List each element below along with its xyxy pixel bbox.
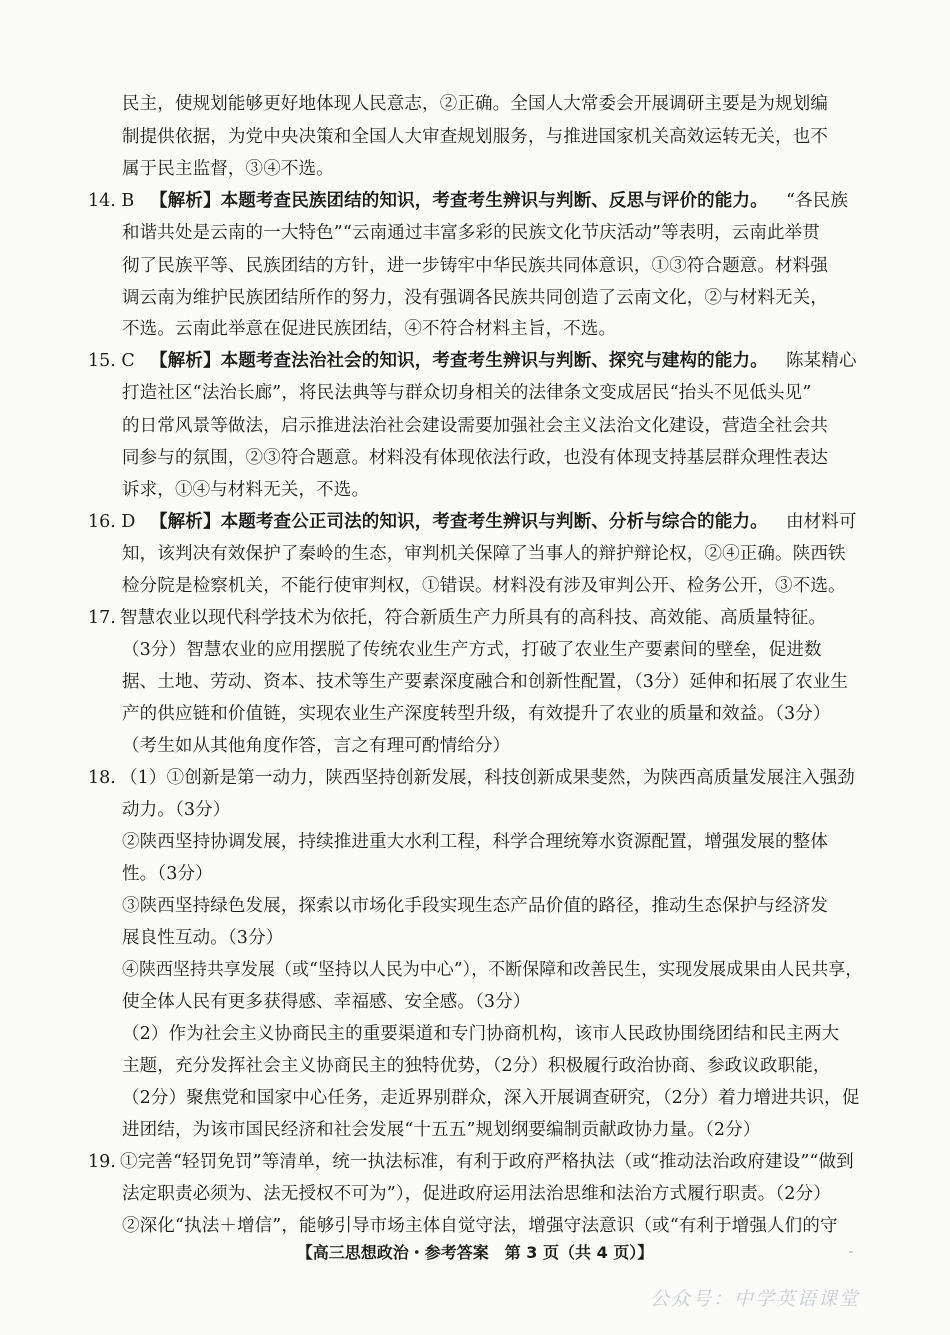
- text-line: 使全体人民有更多获得感、幸福感、安全感。（3分）: [122, 992, 531, 1012]
- text-line: （2分）聚焦党和国家中心任务，走近界别群众，深入开展调查研究，（2分）着力增进共识，促: [122, 1088, 860, 1108]
- text-line: ④陕西坚持共享发展（或“坚持以人民为中心”），不断保障和改善民生，实现发展成果由人民共享，: [122, 960, 863, 980]
- analysis-tag: 【解析】本题考查公正司法的知识，考查考生辨识与判断、分析与综合的能力。: [150, 512, 768, 532]
- text-line: 陈某精心: [786, 351, 857, 371]
- watermark: 公众号：中学英语课堂: [650, 1288, 861, 1310]
- text-line: （1）①创新是第一动力，陕西坚持创新发展，科技创新成果斐然，为陕西高质量发展注入强劲: [120, 768, 855, 788]
- text-line: ①完善“轻罚免罚”等清单，统一执法标准，有利于政府严格执法（或“推动法治政府建设”“做到: [120, 1152, 854, 1172]
- text-line: 和谐共处是云南的一大特色”“云南通过丰富多彩的民族文化节庆活动”等表明，云南此举贯: [122, 223, 820, 243]
- text-line: 性。（3分）: [122, 864, 213, 884]
- text-line: 属于民主监督，③④不选。: [122, 159, 334, 179]
- text-line: 由材料可: [786, 512, 857, 532]
- analysis-tag: 【解析】本题考查法治社会的知识，考查考生辨识与判断、探究与建构的能力。: [150, 351, 768, 371]
- text-line: 知，该判决有效保护了秦岭的生态，审判机关保障了当事人的辩护辩论权，②④正确。陕西铁: [122, 544, 846, 564]
- text-line: 诉求，①④与材料无关，不选。: [122, 480, 370, 500]
- text-line: 进团结，为该市国民经济和社会发展“十五五”规划纲要编制贡献政协力量。（2分）: [122, 1120, 761, 1140]
- text-line: 民主，使规划能够更好地体现人民意志，②正确。全国人大常委会开展调研主要是为规划编: [122, 94, 828, 114]
- text-line: 同参与的氛围，②③符合题意。材料没有体现依法行政，也没有体现支持基层群众理性表达: [122, 448, 828, 468]
- question-number: 15. C: [88, 351, 135, 371]
- text-line: （2）作为社会主义协商民主的重要渠道和专门协商机构，该市人民政协围绕团结和民主两大: [122, 1024, 840, 1044]
- analysis-tag: 【解析】本题考查民族团结的知识，考查考生辨识与判断、反思与评价的能力。: [150, 191, 768, 211]
- question-number: 19.: [88, 1152, 116, 1172]
- text-line: 展良性互动。（3分）: [122, 928, 284, 948]
- text-line: 彻了民族平等、民族团结的方针，进一步铸牢中华民族共同体意识，①③符合题意。材料强: [122, 256, 828, 276]
- question-number: 17.: [88, 608, 116, 628]
- text-line: 动力。（3分）: [122, 800, 231, 820]
- question-number: 18.: [88, 768, 116, 788]
- text-line: 主题，充分发挥社会主义协商民主的独特优势，（2分）积极履行政治协商、参政议政职能，: [122, 1056, 831, 1076]
- scan-speck: [849, 1251, 853, 1253]
- text-line: 调云南为维护民族团结所作的努力，没有强调各民族共同创造了云南文化，②与材料无关，: [122, 288, 828, 308]
- text-line: 的日常风景等做法，启示推进法治社会建设需要加强社会主义法治文化建设，营造全社会共: [122, 416, 828, 436]
- text-line: 不选。云南此举意在促进民族团结，④不符合材料主旨，不选。: [122, 319, 617, 339]
- text-line: 智慧农业以现代科学技术为依托，符合新质生产力所具有的高科技、高效能、高质量特征。: [120, 608, 826, 628]
- question-number: 14. B: [88, 191, 135, 211]
- text-line: 检分院是检察机关，不能行使审判权，①错误。材料没有涉及审判公开、检务公开，③不选。: [122, 576, 846, 596]
- text-line: 产的供应链和价值链，实现农业生产深度转型升级，有效提升了农业的质量和效益。（3分）: [122, 704, 831, 724]
- text-line: （3分）智慧农业的应用摆脱了传统农业生产方式，打破了农业生产要素间的壁垒，促进数: [122, 640, 822, 660]
- question-number: 16. D: [88, 512, 136, 532]
- text-line: ②深化“执法＋增信”，能够引导市场主体自觉守法，增强守法意识（或“有利于增强人们的守: [122, 1216, 838, 1236]
- text-line: ③陕西坚持绿色发展，探索以市场化手段实现生态产品价值的路径，推动生态保护与经济发: [122, 896, 828, 916]
- text-line: 打造社区“法治长廊”，将民法典等与群众切身相关的法律条文变成居民“抬头不见低头见”: [122, 383, 812, 403]
- text-line: 据、土地、劳动、资本、技术等生产要素深度融合和创新性配置，（3分）延伸和拓展了农业生: [122, 672, 849, 692]
- text-line: 制提供依据，为党中央决策和全国人大审查规划服务，与推进国家机关高效运转无关，也不: [122, 127, 828, 147]
- page-footer: 【高三思想政治・参考答案 第 3 页（共 4 页）】: [296, 1243, 654, 1262]
- text-line: ②陕西坚持协调发展，持续推进重大水利工程，科学合理统筹水资源配置，增强发展的整体: [122, 832, 828, 852]
- text-line: 法定职责必须为、法无授权不可为”），促进政府运用法治思维和法治方式履行职责。（2分）: [122, 1184, 831, 1204]
- text-line: （考生如从其他角度作答，言之有理可酌情给分）: [122, 736, 511, 756]
- text-line: “各民族: [786, 191, 849, 211]
